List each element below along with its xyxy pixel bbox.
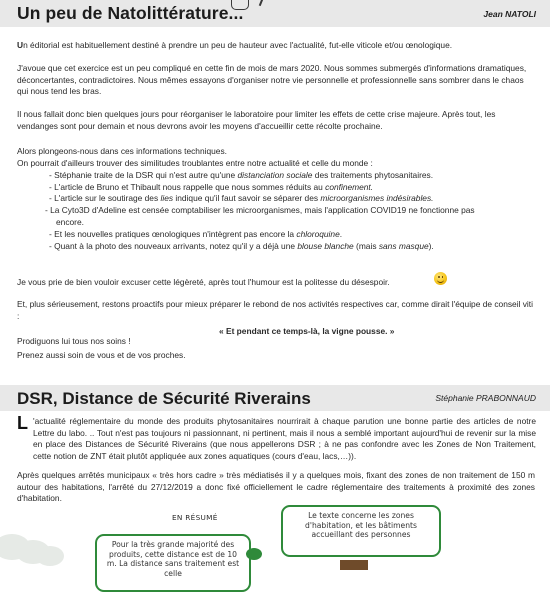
bullet-item: - Quant à la photo des nouveaux arrivants, notez qu'il y a déjà une blouse blanche (mais sans masque).	[49, 241, 434, 251]
article-title: Un peu de Natolittérature...	[17, 3, 244, 23]
paragraph: 'actualité réglementaire du monde des produits phytosanitaires nourrirait à chaque parution une bonne partie des articles de notre Lettre du labo. .. Tout n'est pas toujours ni passionnant, ni pertinent, mais il nous a semblé important aujourd'hui de revenir sur la mise en place des Distances de Sécurité Riverains (que nous appellerons DSR ; à ne pas confondre avec les Zones de Non Traitement, cette notion de ZNT était plutôt appliquée aux zones aquatiques (cours d'eau, lacs,…)).	[33, 416, 536, 461]
bullet-item: - L'article sur le soutirage des lies indique qu'il faut savoir se séparer des microorganismes indésirables.	[49, 193, 434, 203]
bullet-item: - L'article de Bruno et Thibault nous rappelle que nous sommes réduits au confinement.	[49, 182, 374, 192]
article-author: Stéphanie PRABONNAUD	[435, 393, 536, 403]
info-box-text: Le texte concerne les zones d'habitation, et les bâtiments accueillant des personnes	[305, 511, 417, 540]
article-title: DSR, Distance de Sécurité Riverains	[17, 389, 311, 408]
paragraph: Prodiguons lui tous nos soins !	[17, 336, 131, 346]
bullet-item: - Et les nouvelles pratiques œnologiques n'intègrent pas encore la chloroquine.	[49, 229, 343, 239]
article-header	[0, 385, 550, 411]
decorative-glyph	[231, 0, 249, 10]
paragraph: Prenez aussi soin de vous et de vos proches.	[17, 350, 186, 360]
infographic-heading: EN RÉSUMÉ	[172, 513, 218, 522]
paragraph: Après quelques arrêtés municipaux « très hors cadre » très médiatisés il y a quelques mois, fixant des zones de non traitement de 150 m autour des habitations, l'arrêté du 27/12/2019 a donc fixé officiellement le cadre réglementaire des traitements à proximité des zones d'habitation.	[17, 470, 535, 504]
intro-text: n éditorial est habituellement destiné à prendre un peu de hauteur avec l'actualité, fut-elle viticole et/ou œnologique.	[23, 40, 453, 50]
shrub-shape	[246, 548, 262, 560]
bullet-item-continuation: encore.	[56, 217, 84, 227]
article-header	[0, 0, 550, 27]
info-box-left	[95, 534, 251, 592]
drop-cap: L	[17, 413, 28, 433]
intro-paragraph	[17, 40, 535, 52]
paragraph: Alors plongeons-nous dans ces informations techniques.	[17, 146, 227, 156]
bullet-item: - La Cyto3D d'Adeline est censée comptabiliser les microorganismes, mais l'application COVID19 ne fonctionne pas	[45, 205, 475, 215]
quote: « Et pendant ce temps-là, la vigne pousse. »	[219, 326, 395, 336]
info-box-text: Pour la très grande majorité des produits, cette distance est de 10 m. La distance sans traitement est celle	[106, 540, 240, 578]
decorative-glyph	[259, 0, 263, 6]
info-box-right	[281, 505, 441, 557]
cloud-shape	[36, 546, 64, 566]
paragraph: Et, plus sérieusement, restons proactifs pour mieux préparer le rebond de nos activités respectives car, comme dirait l'équipe de conseil viti :	[17, 299, 533, 321]
article-author: Jean NATOLI	[483, 9, 536, 19]
paragraph: J'avoue que cet exercice est un peu compliqué en cette fin de mois de mars 2020. Nous sommes submergés d'informations dramatiques, déconcertantes, contradictoires. Nous mêmes essayons d'organiser notre vie personnelle et professionnelle sans sombrer dans le chaos qui nous tend les bras.	[17, 63, 527, 97]
smiley-icon	[434, 272, 447, 285]
paragraph: Il nous fallait donc bien quelques jours pour réorganiser le laboratoire pour limiter les effets de cette crise majeure. Après tout, les vendanges sont pour demain et nous devrons avoir les moyens d'accueillir cette récolte prochaine.	[17, 109, 496, 131]
paragraph: On pourrait d'ailleurs trouver des similitudes troublantes entre notre actualité et celle du monde :	[17, 158, 373, 168]
paragraph: Je vous prie de bien vouloir excuser cette légèreté, après tout l'humour est la politesse du désespoir.	[17, 277, 390, 287]
sign-post	[340, 560, 368, 570]
intro-initial: U	[17, 40, 24, 50]
bullet-item: - Stéphanie traite de la DSR qui n'est autre qu'une distanciation sociale des traitements phytosanitaires.	[49, 170, 434, 180]
